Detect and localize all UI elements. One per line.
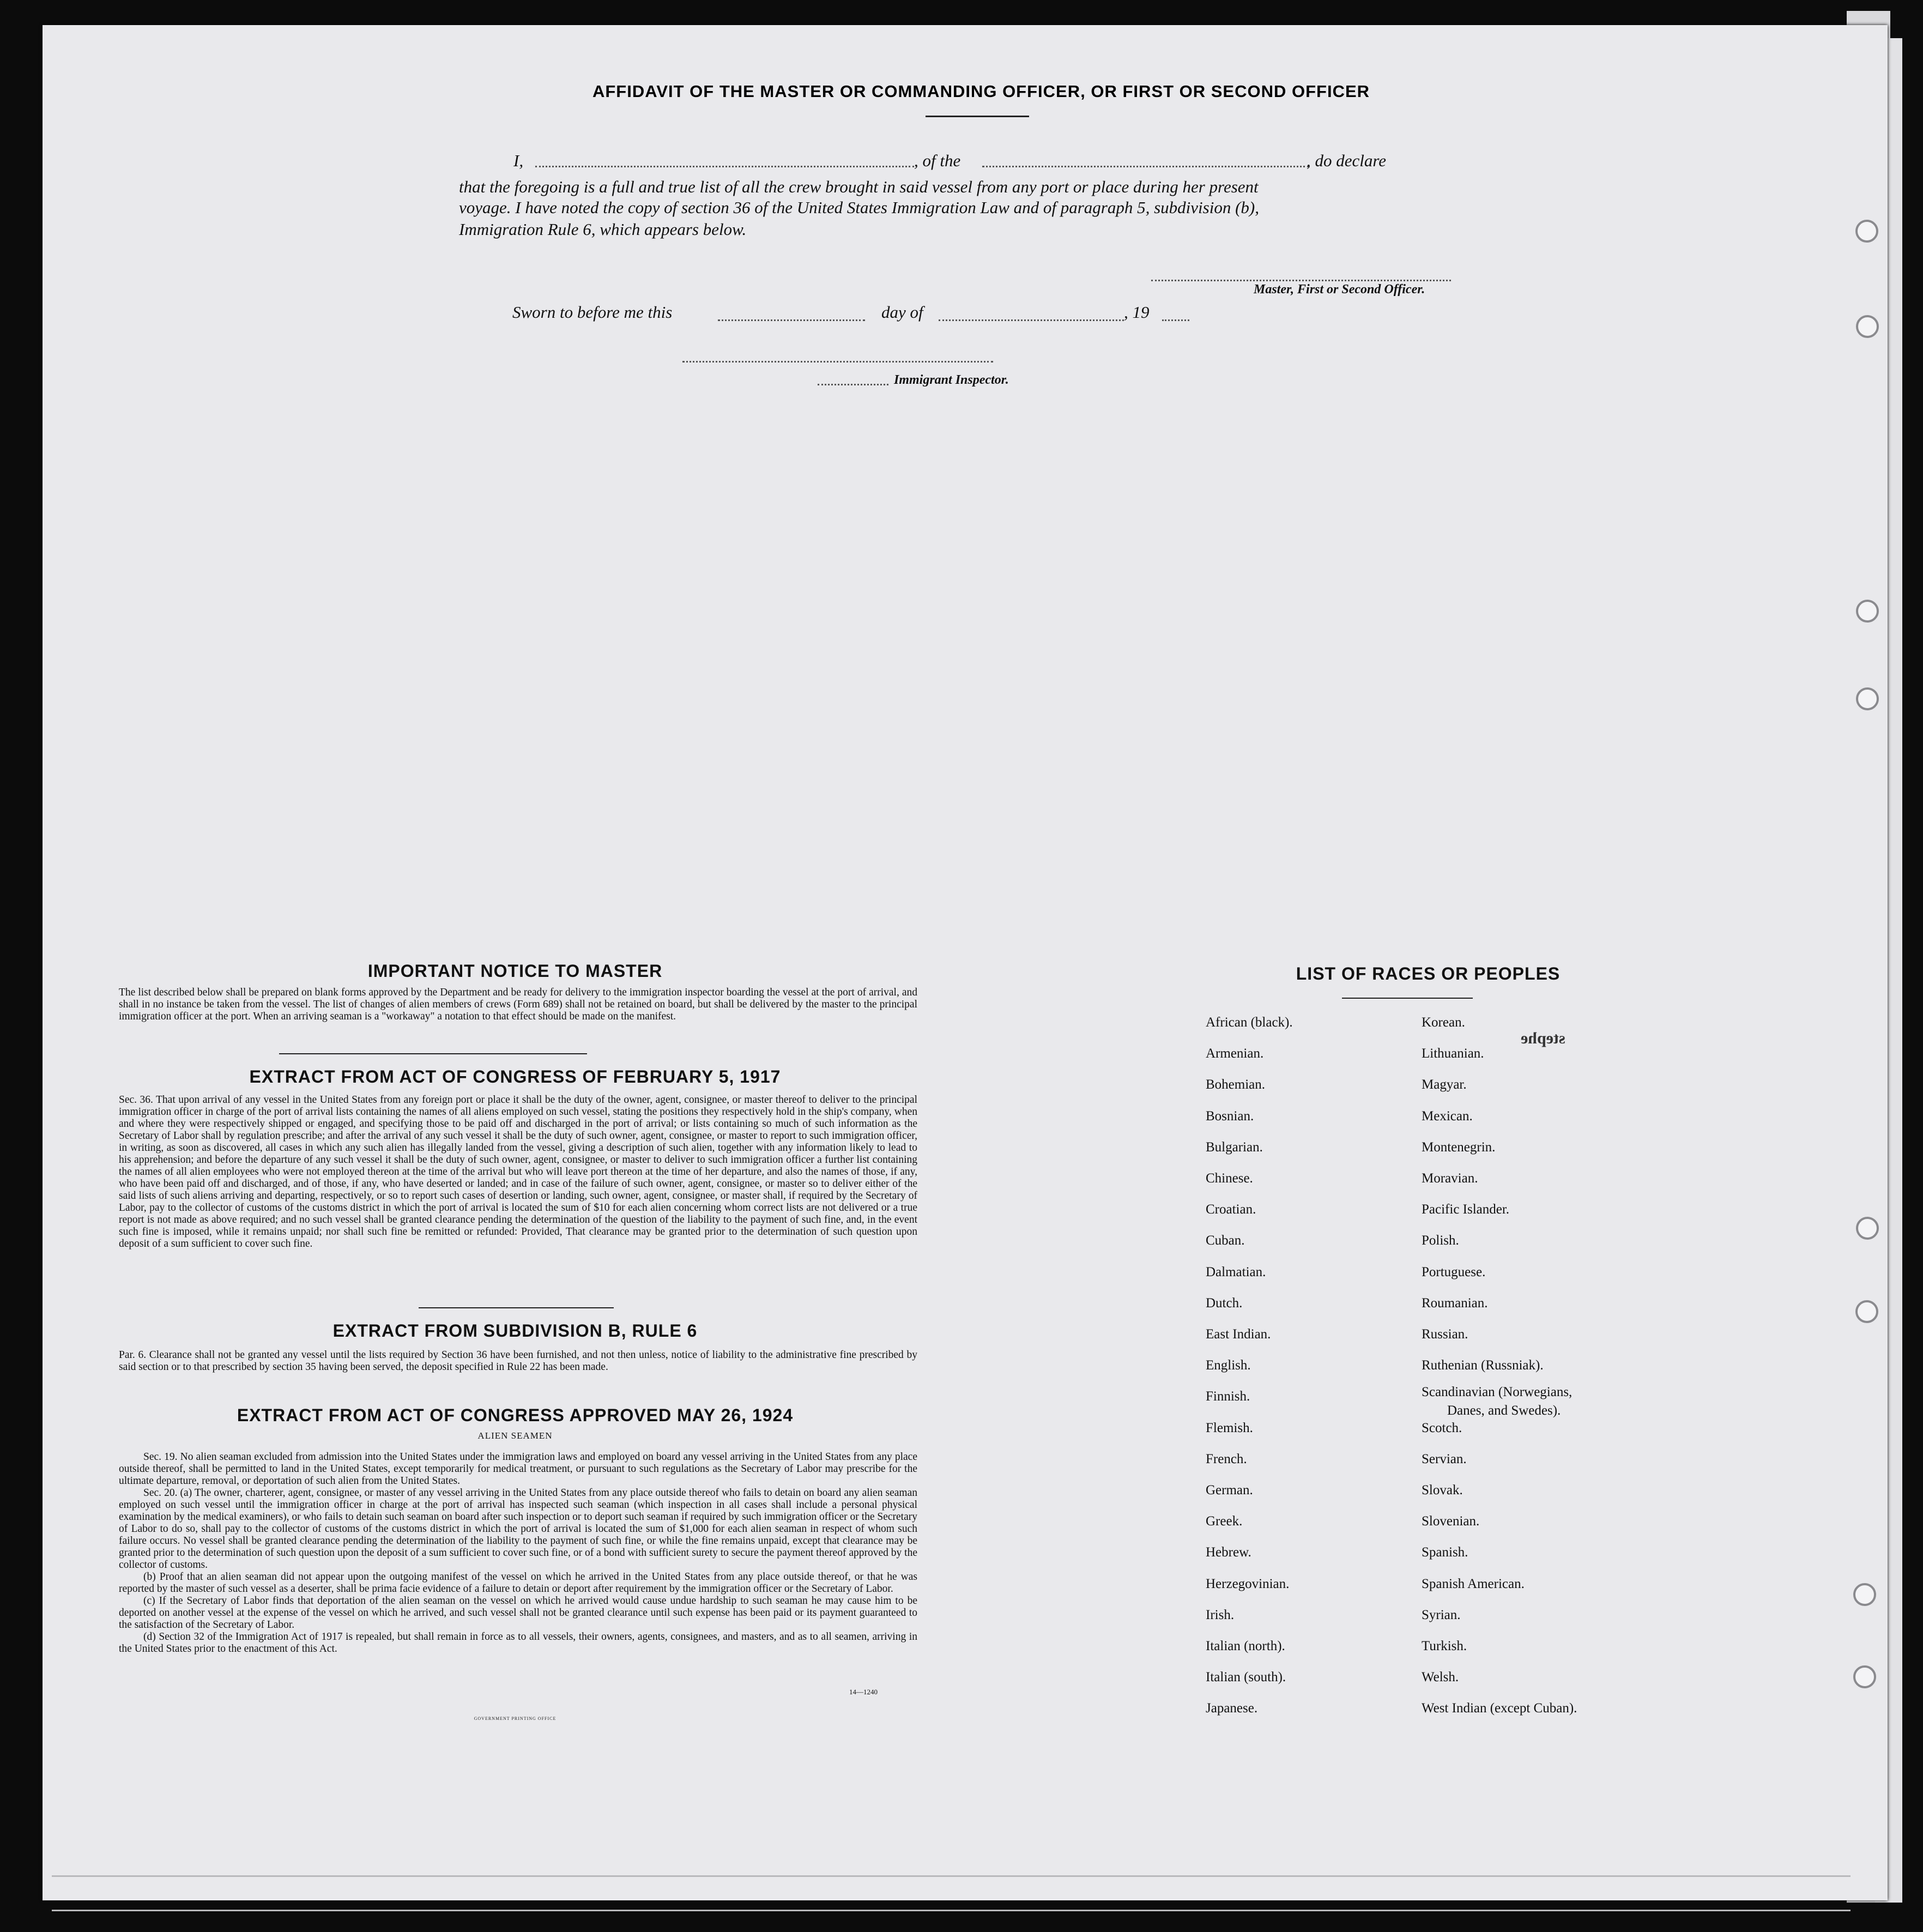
race-item: Mexican.	[1422, 1108, 1473, 1124]
race-item: Bohemian.	[1206, 1077, 1266, 1092]
of-the-label: , of the	[914, 151, 961, 170]
race-item: Slovak.	[1422, 1483, 1463, 1498]
i-label: I,	[513, 151, 524, 170]
alien-seamen-subtitle: ALIEN SEAMEN	[477, 1430, 553, 1441]
race-item: Slovenian.	[1422, 1514, 1480, 1529]
race-item-continuation: Danes, and Swedes).	[1447, 1403, 1561, 1418]
race-item: Welsh.	[1422, 1670, 1459, 1685]
printer-imprint: GOVERNMENT PRINTING OFFICE	[474, 1716, 557, 1721]
affidavit-title: AFFIDAVIT OF THE MASTER OR COMMANDING OFFICER, OR FIRST OR SECOND OFFICER	[592, 82, 1370, 101]
race-item: East Indian.	[1206, 1327, 1271, 1342]
form-number: 14—1240	[849, 1688, 878, 1696]
race-item: Irish.	[1206, 1607, 1235, 1622]
race-item: Ruthenian (Russniak).	[1422, 1358, 1544, 1373]
sec-20a-paragraph: Sec. 20. (a) The owner, charterer, agent, consignee, or master of any vessel arriving in the United States from any place outside thereof who fails to detain on board any alien seaman employed on such vessel until the immigration officer in charge at the port of arrival has inspected such seaman (which inspection in all cases shall include a personal physical examination by the medical examiners), or who fails to detain such seaman on board after such inspection or to deport such seaman if required by such immigration officer or the Secretary of Labor to do so, shall pay to the collector of customs of the customs district in which the port of arrival is located the sum of $1,000 for each alien seaman in respect of whom such failure occurs. No vessel shall be granted clearance pending the determination of the liability to the payment of such fine, or while the fine remains unpaid, except that clearance may be granted prior to the determination of such question upon the deposit of a sum sufficient to cover such fine, or of a bond with sufficient surety to secure the payment thereof approved by the collector of customs.	[119, 1487, 917, 1571]
race-item: Bosnian.	[1206, 1108, 1254, 1124]
section-rule	[419, 1307, 614, 1308]
race-item: African (black).	[1206, 1015, 1293, 1030]
inspector-label: Immigrant Inspector.	[894, 373, 1009, 387]
race-item: Dutch.	[1206, 1295, 1243, 1311]
officer-signature-line[interactable]	[1151, 280, 1451, 281]
sec-20c-paragraph: (c) If the Secretary of Labor finds that deportation of the alien seaman on the vessel on which he arrived would cause undue hardship to such seaman he may cause him to be deported on another vessel at the expense of the vessel on which he arrived, and such vessel shall not be granted clearance until such expense has been paid or its payment guaranteed to the satisfaction of the Secretary of Labor.	[119, 1595, 917, 1631]
sworn-label: Sworn to before me this	[512, 303, 673, 322]
races-title: LIST OF RACES OR PEOPLES	[1296, 964, 1561, 983]
subdivision-b-title: EXTRACT FROM SUBDIVISION B, RULE 6	[332, 1321, 698, 1341]
race-item: Armenian.	[1206, 1046, 1264, 1061]
declare-label: , do declare	[1307, 151, 1387, 170]
race-item: Polish.	[1422, 1233, 1459, 1248]
notice-text: The list described below shall be prepared on blank forms approved by the Department and be ready for delivery to the immigration inspector boarding the vessel at the port of arrival, and shall in no instance be taken from the vessel. The list of changes of alien members of crews (Form 689) shall not be retained on board, but shall be delivered by the master to the principal immigration officer at the port. When an arriving seaman is a "workaway" a notation to that effect should be made on the manifest.	[119, 987, 917, 1022]
sec-20b-paragraph: (b) Proof that an alien seaman did not appear upon the outgoing manifest of the vessel on which he arrived in the United States from any place outside thereof, or that he was reported by the master of such vessel as a deserter, shall be prima facie evidence of a failure to detain or deport after requirement by the immigration officer or the Secretary of Labor.	[119, 1571, 917, 1595]
extract-1917-title: EXTRACT FROM ACT OF CONGRESS OF FEBRUARY 5, 1917	[249, 1067, 781, 1086]
year-blank[interactable]	[1162, 319, 1189, 321]
race-item: Spanish.	[1422, 1545, 1468, 1560]
race-item: English.	[1206, 1358, 1251, 1373]
sec-20d-paragraph: (d) Section 32 of the Immigration Act of 1917 is repealed, but shall remain in force as to all vessels, their owners, agents, consignees, and masters, and as to all seamen, arriving in the United States prior to the enactment of this Act.	[119, 1631, 917, 1655]
title-rule	[926, 116, 1029, 117]
race-item: Pacific Islander.	[1422, 1202, 1510, 1217]
race-item: Dalmatian.	[1206, 1264, 1266, 1279]
punch-hole	[1855, 1300, 1878, 1323]
affidavit-line-2: that the foregoing is a full and true list of all the crew brought in said vessel from any port or place during her present	[459, 177, 1259, 196]
page-edge	[52, 1875, 1851, 1911]
officer-label: Master, First or Second Officer.	[1254, 282, 1425, 297]
race-item: Italian (south).	[1206, 1670, 1286, 1685]
name-blank[interactable]	[535, 166, 914, 167]
punch-hole	[1856, 600, 1879, 623]
race-item: Spanish American.	[1422, 1576, 1525, 1591]
day-blank[interactable]	[718, 319, 865, 321]
race-item: Greek.	[1206, 1514, 1243, 1529]
race-item: Korean.	[1422, 1015, 1465, 1030]
section-rule	[279, 1053, 587, 1054]
race-item: Moravian.	[1422, 1171, 1478, 1186]
punch-hole	[1855, 220, 1878, 243]
race-item: Herzegovinian.	[1206, 1576, 1290, 1591]
race-item: Hebrew.	[1206, 1545, 1251, 1560]
race-item: Lithuanian.	[1422, 1046, 1484, 1061]
extract-1924-title: EXTRACT FROM ACT OF CONGRESS APPROVED MAY 26, 1924	[237, 1405, 794, 1425]
races-rule	[1342, 998, 1473, 999]
race-item: Japanese.	[1206, 1701, 1258, 1716]
race-item: Scandinavian (Norwegians,	[1422, 1385, 1573, 1400]
vessel-blank[interactable]	[982, 166, 1309, 167]
race-item: Flemish.	[1206, 1420, 1253, 1435]
affidavit-line-4: Immigration Rule 6, which appears below.	[459, 220, 747, 239]
race-item: Cuban.	[1206, 1233, 1245, 1248]
punch-hole	[1856, 315, 1879, 338]
race-item: Servian.	[1422, 1451, 1467, 1466]
race-item: French.	[1206, 1451, 1247, 1466]
subdivision-b-text: Par. 6. Clearance shall not be granted any vessel until the lists required by Section 36 have been furnished, and not then unless, notice of liability to the administrative fine prescribed by said section or to that prescribed by section 35 having been served, the deposit specified in Rule 22 has been made.	[119, 1349, 917, 1373]
race-item: Syrian.	[1422, 1607, 1461, 1622]
race-item: German.	[1206, 1483, 1253, 1498]
affidavit-line-3: voyage. I have noted the copy of section 36 of the United States Immigration Law and of paragraph 5, subdivision (b),	[459, 198, 1259, 217]
race-item: Montenegrin.	[1422, 1139, 1496, 1155]
punch-hole	[1856, 1217, 1879, 1240]
notice-title: IMPORTANT NOTICE TO MASTER	[367, 961, 663, 981]
race-item: Portuguese.	[1422, 1264, 1486, 1279]
inspector-leader-dots	[818, 384, 888, 385]
race-item: Chinese.	[1206, 1171, 1253, 1186]
day-of-label: day of	[881, 303, 923, 322]
race-item: Scotch.	[1422, 1420, 1462, 1435]
race-item: Croatian.	[1206, 1202, 1256, 1217]
month-blank[interactable]	[939, 319, 1124, 321]
sec-19-paragraph: Sec. 19. No alien seaman excluded from admission into the United States under the immigration laws and employed on board any vessel arriving in the United States from any place outside thereof, shall be permitted to land in the United States, except temporarily for medical treatment, or pursuant to such regulations as the Secretary of Labor may prescribe for the ultimate departure, removal, or deportation of such alien from the United States.	[119, 1451, 917, 1487]
inspector-signature-line[interactable]	[682, 361, 993, 363]
race-item: Italian (north).	[1206, 1639, 1285, 1653]
punch-hole	[1853, 1665, 1876, 1688]
race-item: Turkish.	[1422, 1639, 1467, 1653]
race-item: Roumanian.	[1422, 1295, 1488, 1311]
race-item: Magyar.	[1422, 1077, 1467, 1092]
race-item: West Indian (except Cuban).	[1422, 1701, 1577, 1716]
stamp-mark: stephe	[1521, 1029, 1565, 1047]
race-item: Bulgarian.	[1206, 1139, 1263, 1155]
punch-hole	[1853, 1583, 1876, 1606]
year-label: , 19	[1124, 303, 1150, 322]
extract-1924-text	[119, 1451, 917, 1655]
race-item: Russian.	[1422, 1327, 1468, 1342]
extract-1917-text: Sec. 36. That upon arrival of any vessel in the United States from any foreign port or place it shall be the duty of the owner, agent, consignee, or master thereof to deliver to the principal immigration officer in charge of the port of arrival lists containing the names of all aliens employed on such vessel, stating the positions they respectively hold in the ship's company, when and where they were respectively shipped or engaged, and specifying those to be paid off and discharged in the port of arrival; or lists containing so much of such information as the Secretary of Labor shall by regulation prescribe; and after the arrival of any such vessel it shall be the duty of such owner, agent, consignee, or master to report to such immigration officer, in writing, as soon as discovered, all cases in which any such alien has illegally landed from the vessel, giving a description of such alien, together with any information likely to lead to his apprehension; and before the departure of any such vessel it shall be the duty of such owner, agent, consignee, or master to deliver to such immigration officer a further list containing the names of all alien employees who were not employed thereon at the time of the arrival but who will leave port thereon at the time of her departure, and also the names of those, if any, who have been paid off and discharged, and of those, if any, who have deserted or landed; and in case of the failure of such owner, agent, consignee, or master so to deliver either of the said lists of such aliens arriving and departing, respectively, or so to report such cases of desertion or landing, such owner, agent, consignee, or master shall, if required by the Secretary of Labor, pay to the collector of customs of the customs district in which the port of arrival is located the sum of $10 for each alien concerning whom correct lists are not delivered or a true report is not made as above required; and no such vessel shall be granted clearance pending the determination of the question of the liability to the payment of such fine, and, in the event such fine is imposed, while it remains unpaid; nor shall such fine be remitted or refunded: Provided, That clearance may be granted prior to the determination of such question upon deposit of a sum sufficient to cover such fine.	[119, 1094, 917, 1249]
punch-hole	[1856, 687, 1879, 710]
race-item: Finnish.	[1206, 1389, 1250, 1404]
